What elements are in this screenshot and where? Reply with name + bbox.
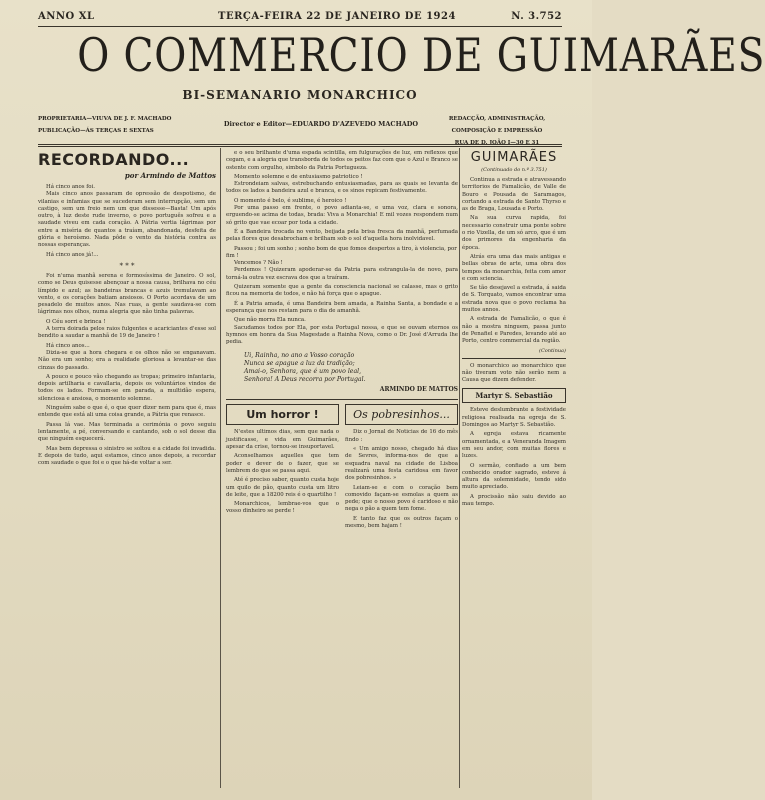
- article-paragraph: Até é preciso saber, quanto custa hoje um quilo de pão, quanto custa um litro de leite, que a 18200 reis é o quartilho !: [226, 477, 339, 498]
- article-paragraph: Mais cinco anos passaram de opressão de despotismo, de vilanias e infamias que se sucederam sem interrupção, sem um castigo, sem um freio nem um que dissesse—Basta! Um após outro, à luz deste rude inverno, o povo português sofreu e a saudade viveu em cada coração. A Pátria vertia lágrimas por entre a miséria de quantos a traíam, abandonada, desfeita de glória e heroísmo. Nada pôde o vento da história contra as nossas esperanças.: [38, 191, 216, 249]
- column-right: [462, 150, 566, 790]
- article-paragraph: Há cinco anos...: [46, 342, 90, 349]
- owner-line: PROPRIETARIA—VIUVA DE J. F. MACHADO: [38, 116, 172, 122]
- header-bottom-rule: [38, 144, 562, 145]
- verse-line: Ui, Rainha, no ano a Vosso coração: [244, 352, 355, 360]
- pobresinhos-title: Os pobresinhos...: [345, 404, 458, 425]
- article-paragraph: Atrás era uma das mais antigas e bellas obras de arte, uma obra dos tempos da monarchia, feita com amor e com sciencia.: [462, 253, 566, 282]
- article-paragraph: Por uma passo em frente, o povo adianta-se, e uma voz, clara e sonora, erguendo-se acima de todas, brada: Viva a Monarchia! E mil vozes respondem num só grito que vae ecoar por toda a cidade.: [226, 205, 458, 226]
- martyr-title: Martyr S. Sebastião: [462, 388, 566, 403]
- um-horror-title: Um horror !: [226, 404, 339, 425]
- continues-note: (Continua): [539, 347, 566, 354]
- article-paragraph: Esteve deslumbrante a festividade religiosa realisada na egreja de S. Domingos ao Martyr S. Sebastião.: [462, 407, 566, 429]
- header-bottom-rule-2: [38, 146, 562, 147]
- article-paragraph: Aconselhamos aquelles que tem poder e dever de o fazer, que se lembrem do que se passa aqui.: [226, 453, 339, 474]
- masthead-subtitle: BI-SEMANARIO MONARCHICO: [182, 88, 418, 102]
- redaction-line: REDACÇÃO, ADMINISTRAÇÃO, COMPOSIÇÃO E IMPRESSÃO: [448, 116, 546, 134]
- article-paragraph: N'estes ultimos dias, sem que nada o justificasse, e vida em Guimarães, apesar da crise, tornou-se insuportavel.: [226, 429, 339, 451]
- subcolumn-pobresinhos: [345, 404, 458, 532]
- article-paragraph: Que não morra Ela nunca.: [234, 317, 306, 324]
- masthead-title: O COMMERCIO DE GUIMARÃES: [77, 28, 765, 82]
- verse-line: Nunca se apague a luz da tradição;: [244, 360, 355, 368]
- article-paragraph: e o seu brilhante d'uma espada scintilla, em fulgurações de luz, em reflexos que cegam, e a alegria que transborda de todos os peitos faz com que o Azul e Branco se ostente com orgulho, simbolo da Patria Portugueza.: [226, 150, 458, 171]
- article-paragraph: Leiam-se e com o coração bem comovido façam-se esmolas a quem as pede; que o nosso povo é caridoso e não nega o pão a quem tem fome.: [345, 484, 458, 513]
- article-paragraph: Passa lá vae. Mas terminada a cerimónia o povo seguiu lentamente, a pé, conversando e cantando, sob o sol desse dia que ninguém esquecerá.: [38, 421, 216, 443]
- article-paragraph: Há cinco anos foi.: [46, 184, 95, 190]
- edition-label: ANNO XL: [38, 11, 95, 22]
- article-paragraph: E tanto faz que os outros façam o mesmo, bem hajam !: [345, 515, 458, 529]
- article-paragraph: É a Patria amada, é uma Bandeira bem amada, a Rainha Santa, a bondade e a esperança que nos restam para o dia de amanhã.: [226, 300, 458, 314]
- section-rule: [226, 399, 458, 400]
- article-paragraph: Diz o Jornal de Noticias de 16 do mês findo :: [345, 429, 458, 443]
- article-paragraph: « Um amigo nosso, chegado há dias de Sevres, informa-nos de que a esquadra naval na cidade de Lisboa realizará uma festa caridosa em favor dos pobresinhos. »: [345, 446, 458, 482]
- column-recordando: [38, 150, 216, 790]
- article-paragraph: A terra doirada pelos raios fulgentes e acariciantes d'esse sol bendito a saudar a manhã de 19 de Janeiro !: [38, 326, 216, 340]
- article-paragraph: Continua a estrada e atravessando territorios de Famalicão, de Valle de Bouro e Pousada de Saramagos, cortando a estrada de Santo Thyrso e as de Braga, Lousada e Porto.: [462, 177, 566, 213]
- article-paragraph: Dizia-se que a hora chegara e os olhos não se enganavam. Não era um sonho; era a realidade gloriosa a levantar-se das cinzas do passado.: [38, 349, 216, 371]
- article-paragraph: Monarchicos, lembrae-vos que o vosso dinheiro se perde !: [226, 501, 339, 515]
- subcolumn-um-horror: [226, 404, 339, 532]
- article-paragraph: Mas bem depressa o sinistro se soltou e a cidade foi invadida. E depois de tudo, aqui estamos, cinco anos depois, a recordar com saudade o que foi e o que há-de voltar a ser.: [38, 445, 216, 467]
- article-paragraph: Perdemos ! Quizeram apoderar-se da Patria para estrangula-la de novo, para torná-la outra vez escrava dos que a traíram.: [226, 267, 458, 281]
- article-paragraph: Momento solemne e de entusiasmo patriotico !: [234, 173, 363, 180]
- article-paragraph: A egreja estava ricamente ornamentada, e a Veneranda Imagem em seu andor, com muitas flores e luzes.: [462, 431, 566, 460]
- verse-block: [226, 352, 458, 384]
- article-paragraph: Na sua curva rapida, foi necessario construir uma ponte sobre o rio Vizella, de um só arco, que é um dos primores da engenharia da época.: [462, 215, 566, 251]
- article-paragraph: Vencemos ? Não !: [234, 260, 283, 267]
- top-rule: [38, 26, 562, 27]
- article-paragraph: O momento é belo, é sublime, é heroico !: [234, 197, 347, 204]
- article-paragraph: Sacudamos todos por Ela, por esta Portugal nossa, e que se ouvam eternos os hymnos em honra da Sua Magestade a Rainha Nova, como o Dr. José d'Arruda lhe pedia.: [226, 324, 458, 346]
- verse-line: Senhora! A Deus recorra por Portugal.: [244, 376, 366, 384]
- dateline: [38, 8, 562, 26]
- article-paragraph: O monarchico ao monarchico que não tiveram voto não serão nem a Causa que dizem defender.: [462, 362, 566, 384]
- director-line: Director e Editor—EDUARDO D'AZEVEDO MACHADO: [223, 120, 419, 128]
- issue-number: N. 3.752: [511, 11, 562, 22]
- article-paragraph: Há cinco anos já!...: [46, 251, 99, 258]
- section-ornament: * * *: [119, 261, 135, 270]
- article-paragraph: A procissão não saiu devido ao mau tempo.: [462, 493, 566, 507]
- article-paragraph: Foi n'uma manhã serena e formosíssima de Janeiro. O sol, como se Deus quisesse abençoar a nossa causa, brilhava no céu límpido e azul; as bandeiras brancas e azuis tremulavam ao vento, e os corações batiam ansiosos. O Porto acordava de um pesadelo de muitos anos. Nas ruas, a gente saudava-se com lágrimas nos olhos, numa alegria que não tinha palavras.: [38, 272, 216, 316]
- article-paragraph: O sermão, confiado a um bem conhecido orador sagrado, esteve á altura da solemnidade, tendo sido muito apreciado.: [462, 462, 566, 491]
- article-paragraph: Ninguém sabe o que é, o que quer dizer nem para que é, mas entende que está ali uma coisa grande, a Pátria que renasce.: [38, 405, 216, 419]
- continued-note: (Continuado do n.º 3.751): [481, 167, 547, 173]
- guimaraes-title: GUIMARÃES: [470, 150, 558, 165]
- column-middle: [226, 150, 458, 790]
- article-paragraph: A estrada de Famalicão, o que é não a mostra ninguem, passa junto de Penafiel e Paredes, levando até ao Porto, centro commercial da região.: [462, 316, 566, 345]
- article-paragraph: Se tão desejavel a estrada, á saida de S. Torquato, vamos encontrar uma estrada nova que o povo reclama ha muitos annos.: [462, 285, 566, 314]
- sub-columns: [226, 404, 458, 532]
- article-byline: por Armindo de Mattos: [124, 171, 216, 180]
- article-headline: RECORDANDO...: [38, 150, 190, 169]
- verse-line: Amai-o, Senhora, que é um povo leal,: [244, 368, 362, 376]
- article-paragraph: Estrondeiam salvas, estrebuchando entusiasmadas, para as quais se levanta de todos os lados a bandeira azul e branca, e os sinos repicam festivamente.: [226, 181, 458, 195]
- address-line: RUA DE D. JOÃO I—30 E 31: [454, 140, 540, 146]
- owner-info: [38, 113, 198, 137]
- article-signature: ARMINDO DE MATTOS: [379, 386, 458, 394]
- article-paragraph: O Céu sorri e brinca !: [46, 318, 106, 325]
- article-paragraph: Passou ; foi um sonho ; sonho bom de que fomos despertos a tiro, à violencia, por fim !: [226, 245, 457, 259]
- article-paragraph: Quizeram somente que a gente da consciencia nacional se calasse, mas o grito ficou na memoria de todos, e não há força que o apague.: [226, 284, 458, 298]
- article-paragraph: É a Bandeira trocada no vento, beijada pela brisa fresca da manhã, perfumada pelas flores que desabrocham e brilham sob o sol d'aquella hora inolvidavel.: [226, 228, 458, 243]
- publication-date: TERÇA-FEIRA 22 DE JANEIRO DE 1924: [218, 11, 456, 22]
- section-rule: [462, 358, 566, 359]
- article-paragraph: A pouco e pouco vão chegando as tropas; primeiro infantaria, depois artilharia e cavallaria, depois os voluntários vindos de todos os lados. Formam-se em parada, a multidão espera, silenciosa e ansiosa, o momento solemne.: [38, 373, 216, 402]
- column-divider-2: [459, 148, 460, 788]
- publication-line: PUBLICAÇÃO—ÁS TERÇAS E SEXTAS: [38, 128, 154, 134]
- column-divider-1: [220, 148, 221, 788]
